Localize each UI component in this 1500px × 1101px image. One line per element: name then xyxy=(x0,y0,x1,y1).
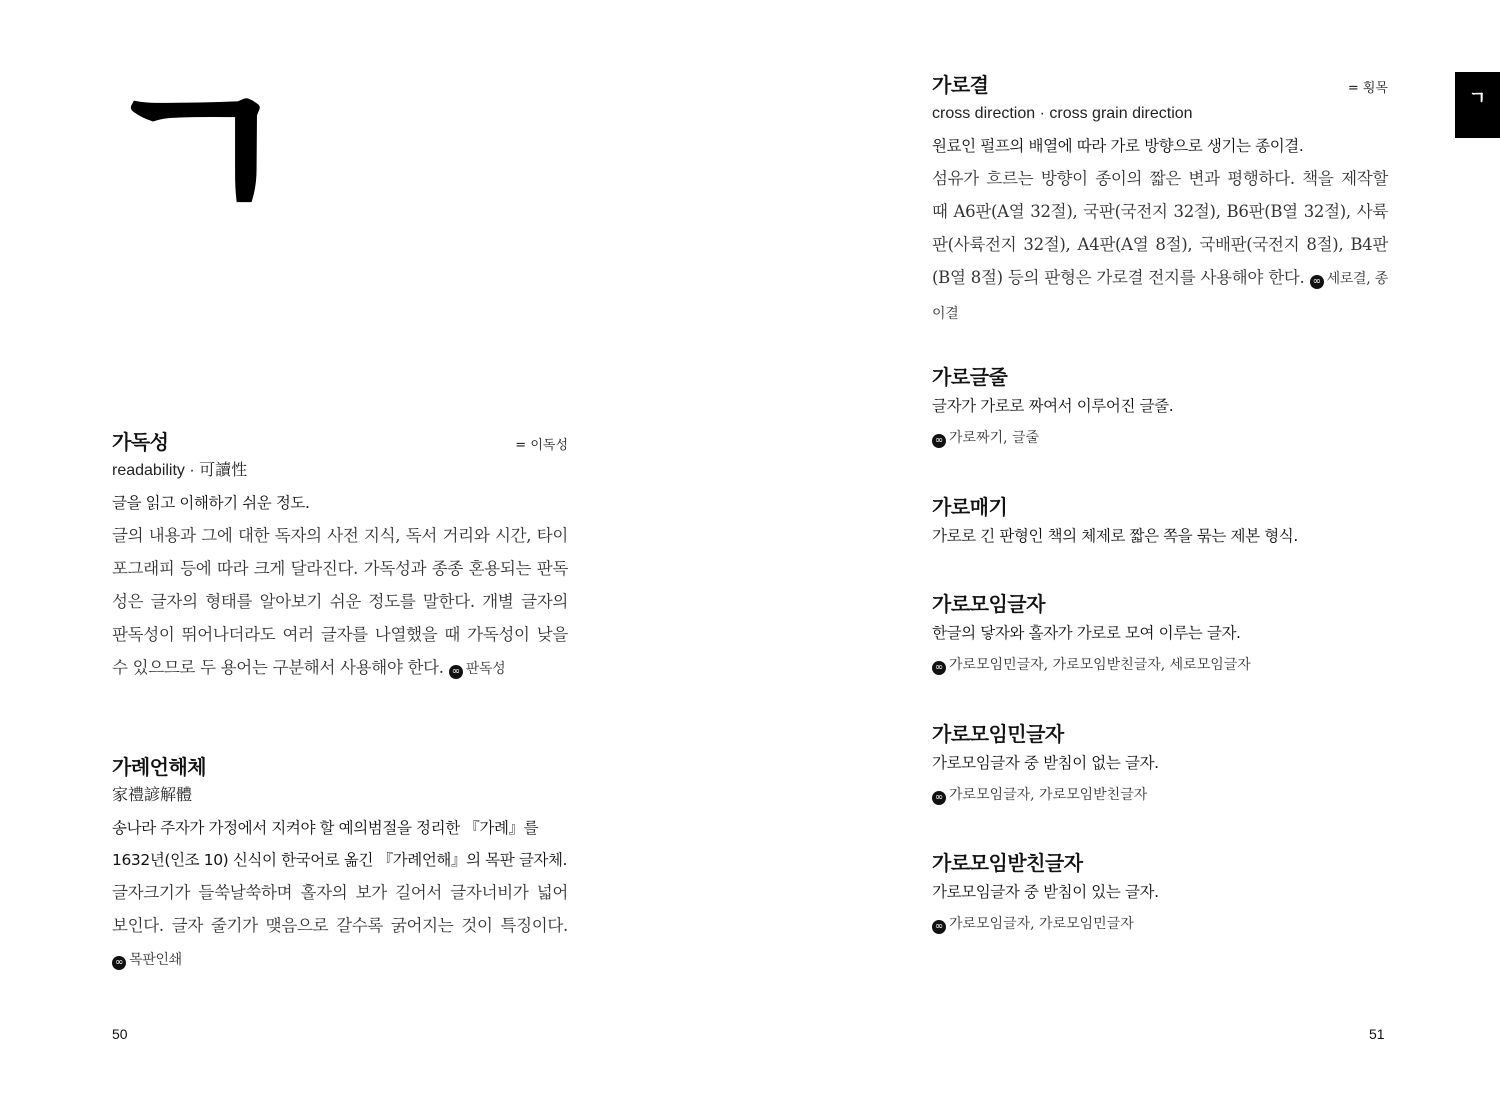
see-also-text: 세로결, 종이결 xyxy=(932,271,1388,322)
dictionary-entry xyxy=(932,850,1388,941)
see-also[interactable] xyxy=(112,952,182,968)
see-also[interactable] xyxy=(932,908,1388,941)
entry-term: 가례언해체 xyxy=(112,755,207,779)
dictionary-entry xyxy=(112,429,568,686)
entry-origin: cross direction · cross grain direction xyxy=(932,105,1193,122)
chapter-tab: ㄱ xyxy=(1455,72,1500,138)
entry-definition: 원료인 펄프의 배열에 따라 가로 방향으로 생기는 종이결. xyxy=(932,137,1304,155)
entry-description-text: 글의 내용과 그에 대한 독자의 사전 지식, 독서 거리와 시간, 타이포그래피 등에 따라 크게 달라진다. 가독성과 종종 혼용되는 판독성은 글자의 형태를 알아보기 쉬운 정도를 말한다. 개별 글자의 판독성이 뛰어나더라도 여러 글자를 나열했을 때 가독성이 낮을 수 있으므로 두 용어는 구분해서 사용해야 한다. xyxy=(112,526,568,677)
dictionary-entry xyxy=(932,494,1388,552)
dictionary-entry xyxy=(932,591,1388,682)
see-also-text: 가로짜기, 글줄 xyxy=(949,430,1040,446)
dictionary-entry xyxy=(932,364,1388,455)
see-also[interactable] xyxy=(932,649,1388,682)
see-also[interactable] xyxy=(932,779,1388,812)
see-also-icon: ∞ xyxy=(932,920,946,934)
entry-header xyxy=(932,72,1388,98)
entry-term: 가로모임글자 xyxy=(932,592,1045,616)
entry-term: 가로모임민글자 xyxy=(932,722,1064,746)
entry-header xyxy=(932,850,1388,876)
see-also-icon: ∞ xyxy=(932,434,946,448)
entry-definition: 글자가 가로로 짜여서 이루어진 글줄. xyxy=(932,397,1174,415)
entry-description xyxy=(112,876,568,977)
see-also-text: 가로모임민글자, 가로모임받친글자, 세로모임글자 xyxy=(949,657,1251,673)
entry-header xyxy=(932,364,1388,390)
see-also-icon: ∞ xyxy=(932,791,946,805)
page-number: 51 xyxy=(1369,1026,1385,1042)
entry-definition: 가로로 긴 판형인 책의 체제로 짧은 쪽을 묶는 제본 형식. xyxy=(932,527,1298,545)
entry-term: 가로결 xyxy=(932,73,989,97)
entry-description xyxy=(932,162,1388,331)
entry-synonym: = 횡목 xyxy=(1347,81,1388,96)
see-also-icon: ∞ xyxy=(1310,275,1324,289)
entry-synonym: = 이독성 xyxy=(515,438,568,453)
entry-origin: readability · 可讀性 xyxy=(112,462,248,479)
see-also-icon: ∞ xyxy=(112,956,126,970)
chapter-letter: ㄱ xyxy=(95,38,299,271)
entry-header xyxy=(932,591,1388,617)
entry-term: 가로글줄 xyxy=(932,365,1008,389)
entry-definition: 가로모임글자 중 받침이 있는 글자. xyxy=(932,883,1159,901)
dictionary-entry xyxy=(932,721,1388,812)
entry-header xyxy=(932,494,1388,520)
see-also-text: 가로모임글자, 가로모임받친글자 xyxy=(949,787,1148,803)
entry-description xyxy=(112,519,568,686)
entry-header xyxy=(932,721,1388,747)
entry-description-text: 섬유가 흐르는 방향이 종이의 짧은 변과 평행하다. 책을 제작할 때 A6판(A열 32절), 국판(국전지 32절), B6판(B열 32절), 사륙판(사륙전지 32절), A4판(A열 8절), 국배판(국전지 8절), B4판(B열 8절) 등의 판형은 가로결 전지를 사용해야 한다. xyxy=(932,169,1388,287)
entry-description-text: 글자크기가 들쑥날쑥하며 홀자의 보가 길어서 글자너비가 넓어 보인다. 글자 줄기가 맺음으로 갈수록 굵어지는 것이 특징이다. xyxy=(112,883,568,935)
entry-term: 가로모임받친글자 xyxy=(932,851,1083,875)
entry-origin: 家禮諺解體 xyxy=(112,787,193,804)
see-also[interactable] xyxy=(449,661,506,677)
entry-header xyxy=(112,429,568,455)
see-also-text: 판독성 xyxy=(465,661,506,677)
entry-definition: 송나라 주자가 가정에서 지켜야 할 예의범절을 정리한 『가례』를 1632년(인조 10) 신식이 한국어로 옮긴 『가례언해』의 목판 글자체. xyxy=(112,819,568,869)
see-also[interactable] xyxy=(932,422,1388,455)
see-also-text: 가로모임글자, 가로모임민글자 xyxy=(949,916,1134,932)
see-also-icon: ∞ xyxy=(449,665,463,679)
see-also-icon: ∞ xyxy=(932,661,946,675)
see-also-text: 목판인쇄 xyxy=(129,952,182,968)
entry-header xyxy=(112,754,568,780)
entry-term: 가독성 xyxy=(112,430,169,454)
page-number: 50 xyxy=(112,1026,128,1042)
entry-term: 가로매기 xyxy=(932,495,1008,519)
entry-definition: 가로모임글자 중 받침이 없는 글자. xyxy=(932,754,1159,772)
entry-definition: 한글의 닿자와 홀자가 가로로 모여 이루는 글자. xyxy=(932,624,1241,642)
entry-definition: 글을 읽고 이해하기 쉬운 정도. xyxy=(112,494,310,512)
dictionary-entry xyxy=(932,72,1388,331)
dictionary-entry xyxy=(112,754,568,977)
